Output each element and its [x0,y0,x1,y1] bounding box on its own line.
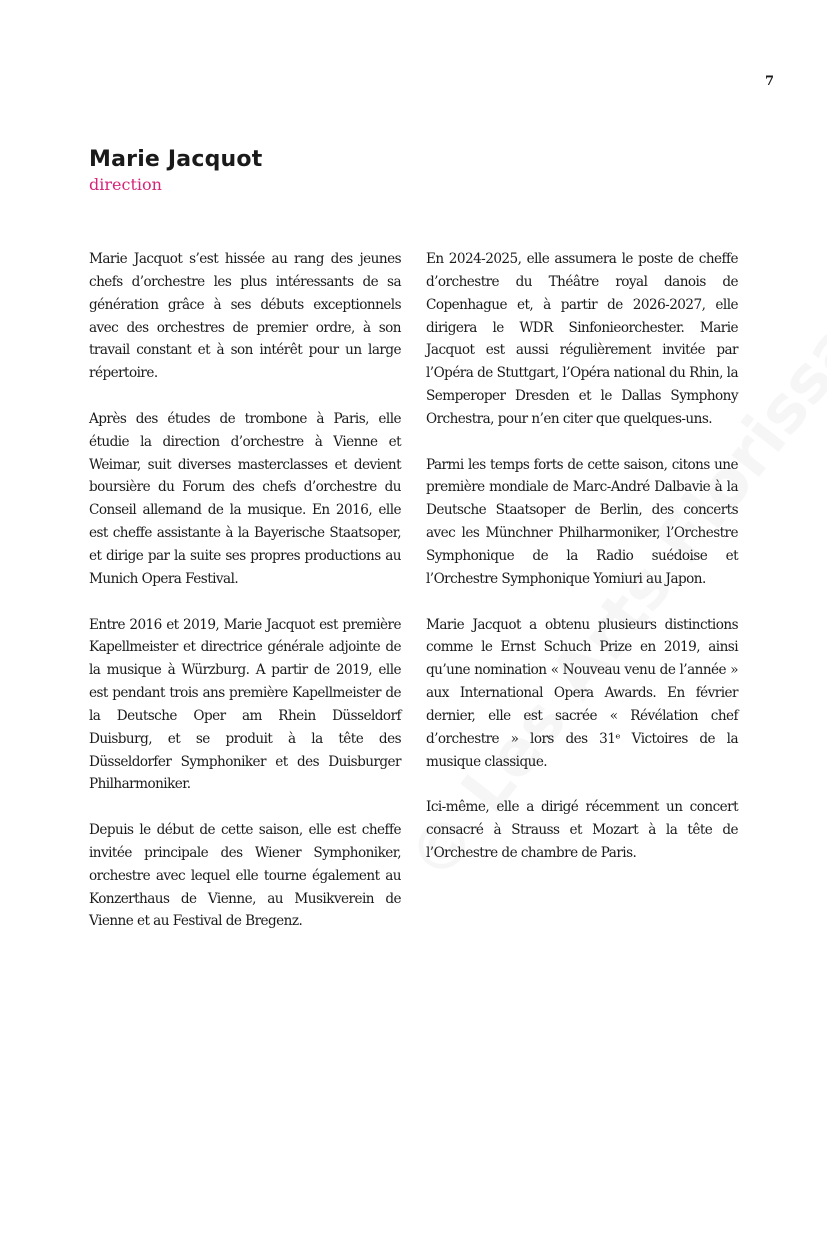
bio-header [89,145,262,195]
bio-paragraph: Après des études de trombone à Paris, elle étudie la direction d’orchestre à Vienne et Weimar, suit diverses masterclasses et devient boursière du Forum des chefs d’orchestre du Conseil allemand de la musique. En 2016, elle est cheffe assistante à la Bayerische Staatsoper, et dirige par la suite ses propres productions au Munich Opera Festival. [89,410,401,587]
bio-paragraph: Ici-même, elle a dirigé récemment un concert consacré à Strauss et Mozart à la tête de l’Orchestre de chambre de Paris. [426,799,738,861]
page-number: 7 [764,74,774,89]
bio-paragraph: Depuis le début de cette saison, elle est cheffe invitée principale des Wiener Symphoniker, orchestre avec lequel elle tourne également au Konzerthaus de Vienne, au Musikverein de Vienne et au Festival de Bregenz. [89,822,401,930]
artist-role: direction [89,175,162,194]
bio-paragraph: Entre 2016 et 2019, Marie Jacquot est première Kapellmeister et directrice générale adjointe de la musique à Würzburg. A partir de 2019, elle est pendant trois ans première Kapellmeister de la Deutsche Oper am Rhein Düsseldorf Duisburg, et se produit à la tête des Düsseldorfer Symphoniker et des Duisburger Philharmoniker. [89,616,401,793]
artist-name: Marie Jacquot [89,147,263,172]
bio-column-right [426,248,738,888]
bio-paragraph: Parmi les temps forts de cette saison, citons une première mondiale de Marc-André Dalbavie à la Deutsche Staatsoper de Berlin, des concerts avec les Münchner Philharmoniker, l’Orchestre Symphonique de la Radio suédoise et l’Orchestre Symphonique Yomiuri au Japon. [426,456,738,587]
bio-paragraph: Marie Jacquot s’est hissée au rang des jeunes chefs d’orchestre les plus intéressants de sa génération grâce à ses débuts exceptionnels avec des orchestres de premier ordre, à son travail constant et à son intérêt pour un large répertoire. [89,251,401,382]
bio-column-left [89,248,401,956]
bio-paragraph: Marie Jacquot a obtenu plusieurs distinctions comme le Ernst Schuch Prize en 2019, ainsi qu’une nomination « Nouveau venu de l’année » aux International Opera Awards. En février dernier, elle est sacrée « Révélation chef d’orchestre » lors des 31ᵉ Victoires de la musique classique. [426,616,738,770]
bio-paragraph: En 2024-2025, elle assumera le poste de cheffe d’orchestre du Théâtre royal danois de Copenhague et, à partir de 2026-2027, elle dirigera le WDR Sinfonieorchester. Marie Jacquot est aussi régulièrement invitée par l’Opéra de Stuttgart, l’Opéra national du Rhin, la Semperoper Dresden et le Dallas Symphony Orchestra, pour n’en citer que quelques-uns. [426,251,738,427]
